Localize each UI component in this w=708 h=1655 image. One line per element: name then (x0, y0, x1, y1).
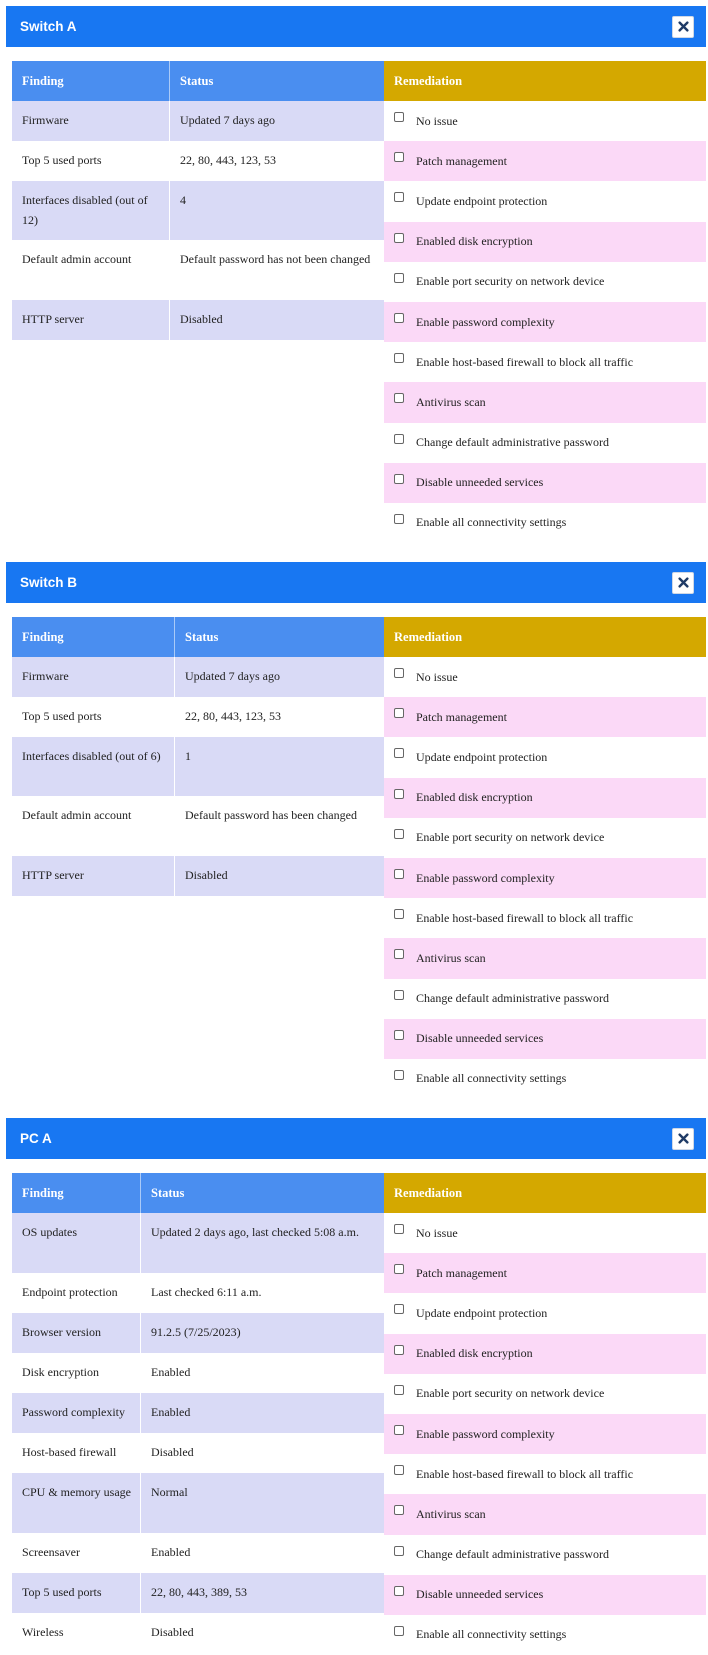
remediation-option[interactable]: Antivirus scan (384, 938, 706, 978)
table-row (12, 1573, 384, 1613)
status-cell: Enabled (140, 1393, 384, 1433)
remediation-list (384, 61, 706, 543)
table-row (12, 697, 384, 737)
remediation-list (384, 617, 706, 1099)
table-row (12, 1393, 384, 1433)
panel-header (6, 1118, 706, 1159)
remediation-option[interactable]: Enable password complexity (384, 858, 706, 898)
finding-cell: Password complexity (22, 1405, 125, 1419)
status-cell: Updated 7 days ago (174, 657, 384, 697)
table-row (12, 240, 384, 300)
finding-cell: OS updates (22, 1225, 77, 1239)
findings-table (12, 1173, 384, 1653)
remediation-header: Remediation (384, 1173, 706, 1213)
checkbox[interactable] (394, 829, 404, 839)
panel-switch-b (6, 562, 706, 1086)
checkbox[interactable] (394, 152, 404, 162)
table-header (12, 61, 384, 101)
status-cell: Enabled (140, 1533, 384, 1573)
finding-cell: Firmware (22, 113, 69, 127)
finding-header: Finding (22, 629, 64, 644)
panel-title: Switch B (20, 575, 78, 590)
remediation-option[interactable]: Enable all connectivity settings (384, 1615, 706, 1655)
table-row (12, 1473, 384, 1533)
panel-header (6, 562, 706, 603)
finding-cell: HTTP server (22, 868, 84, 882)
remediation-option[interactable]: Disable unneeded services (384, 463, 706, 503)
finding-cell: CPU & memory usage (22, 1485, 131, 1499)
checkbox[interactable] (394, 1586, 404, 1596)
remediation-option[interactable]: Update endpoint protection (384, 737, 706, 777)
close-icon (678, 577, 689, 588)
checkbox[interactable] (394, 273, 404, 283)
status-cell: Updated 2 days ago, last checked 5:08 a.m. (140, 1213, 384, 1273)
finding-header: Finding (22, 73, 64, 88)
panel-header (6, 6, 706, 47)
remediation-header: Remediation (384, 617, 706, 657)
checkbox[interactable] (394, 789, 404, 799)
checkbox[interactable] (394, 1224, 404, 1234)
checkbox[interactable] (394, 1304, 404, 1314)
remediation-option[interactable]: Patch management (384, 141, 706, 181)
checkbox[interactable] (394, 1070, 404, 1080)
status-cell: 4 (169, 181, 384, 240)
panel-pc-a (6, 1118, 706, 1653)
status-header: Status (140, 1173, 384, 1213)
remediation-option[interactable]: Change default administrative password (384, 1535, 706, 1575)
finding-cell: Host-based firewall (22, 1445, 117, 1459)
status-header: Status (169, 61, 384, 101)
remediation-option[interactable]: Disable unneeded services (384, 1575, 706, 1615)
checkbox[interactable] (394, 474, 404, 484)
table-row (12, 737, 384, 796)
remediation-option[interactable]: Enable host-based firewall to block all traffic (384, 1454, 706, 1494)
status-cell: Enabled (140, 1353, 384, 1393)
table-row (12, 141, 384, 181)
table-row (12, 1433, 384, 1473)
remediation-option[interactable]: Change default administrative password (384, 423, 706, 463)
finding-cell: Interfaces disabled (out of 12) (22, 193, 148, 227)
panel-title: PC A (20, 1131, 52, 1146)
table-row (12, 856, 384, 896)
status-cell: 91.2.5 (7/25/2023) (140, 1313, 384, 1353)
status-cell: Disabled (169, 300, 384, 340)
remediation-option[interactable]: Enabled disk encryption (384, 1334, 706, 1374)
remediation-option[interactable]: Change default administrative password (384, 979, 706, 1019)
remediation-option[interactable]: Enabled disk encryption (384, 222, 706, 262)
remediation-option[interactable]: Enable port security on network device (384, 262, 706, 302)
checkbox[interactable] (394, 112, 404, 122)
checkbox[interactable] (394, 1546, 404, 1556)
status-cell: 22, 80, 443, 389, 53 (140, 1573, 384, 1613)
table-header (12, 617, 384, 657)
checkbox[interactable] (394, 1505, 404, 1515)
table-row (12, 657, 384, 697)
remediation-option[interactable]: Enabled disk encryption (384, 778, 706, 818)
remediation-option[interactable]: Enable all connectivity settings (384, 503, 706, 543)
table-header (12, 1173, 384, 1213)
remediation-option[interactable]: Enable password complexity (384, 1414, 706, 1454)
checkbox[interactable] (394, 909, 404, 919)
remediation-option[interactable]: Enable all connectivity settings (384, 1059, 706, 1099)
finding-cell: Default admin account (22, 252, 132, 266)
remediation-list (384, 1173, 706, 1655)
status-cell: Disabled (140, 1613, 384, 1653)
finding-cell: Firmware (22, 669, 69, 683)
findings-table (12, 617, 384, 896)
checkbox[interactable] (394, 708, 404, 718)
remediation-option[interactable]: Enable port security on network device (384, 1374, 706, 1414)
findings-table (12, 61, 384, 340)
table-row (12, 1533, 384, 1573)
remediation-header: Remediation (384, 61, 706, 101)
close-button[interactable] (672, 572, 694, 594)
status-cell: Default password has been changed (174, 796, 384, 856)
finding-cell: Browser version (22, 1325, 101, 1339)
remediation-option[interactable]: Enable host-based firewall to block all traffic (384, 898, 706, 938)
remediation-option[interactable]: Enable port security on network device (384, 818, 706, 858)
finding-cell: Top 5 used ports (22, 153, 102, 167)
status-cell: Last checked 6:11 a.m. (140, 1273, 384, 1313)
checkbox[interactable] (394, 949, 404, 959)
status-cell: 22, 80, 443, 123, 53 (174, 697, 384, 737)
checkbox[interactable] (394, 668, 404, 678)
remediation-option[interactable]: Patch management (384, 1253, 706, 1293)
checkbox[interactable] (394, 393, 404, 403)
status-header: Status (174, 617, 384, 657)
table-row (12, 1313, 384, 1353)
finding-cell: Interfaces disabled (out of 6) (22, 749, 161, 763)
table-row (12, 1613, 384, 1653)
table-row (12, 1273, 384, 1313)
checkbox[interactable] (394, 514, 404, 524)
checkbox[interactable] (394, 1626, 404, 1636)
close-icon (678, 21, 689, 32)
status-cell: 1 (174, 737, 384, 796)
checkbox[interactable] (394, 1385, 404, 1395)
status-cell: Disabled (140, 1433, 384, 1473)
checkbox[interactable] (394, 434, 404, 444)
checkbox[interactable] (394, 313, 404, 323)
remediation-option[interactable]: Enable password complexity (384, 302, 706, 342)
table-row (12, 796, 384, 856)
status-cell: Normal (140, 1473, 384, 1533)
checkbox[interactable] (394, 1030, 404, 1040)
status-cell: 22, 80, 443, 123, 53 (169, 141, 384, 181)
remediation-option[interactable]: No issue (384, 657, 706, 697)
remediation-option[interactable]: No issue (384, 1213, 706, 1253)
checkbox[interactable] (394, 192, 404, 202)
remediation-option[interactable]: Update endpoint protection (384, 181, 706, 221)
finding-header: Finding (22, 1185, 64, 1200)
table-row (12, 181, 384, 240)
remediation-option[interactable]: Antivirus scan (384, 1494, 706, 1534)
status-cell: Default password has not been changed (169, 240, 384, 300)
finding-cell: Disk encryption (22, 1365, 99, 1379)
finding-cell: Top 5 used ports (22, 709, 102, 723)
checkbox[interactable] (394, 1345, 404, 1355)
remediation-option[interactable]: Patch management (384, 697, 706, 737)
checkbox[interactable] (394, 1465, 404, 1475)
checkbox[interactable] (394, 869, 404, 879)
remediation-option[interactable]: Antivirus scan (384, 382, 706, 422)
finding-cell: Screensaver (22, 1545, 80, 1559)
close-button[interactable] (672, 16, 694, 38)
finding-cell: Endpoint protection (22, 1285, 118, 1299)
panel-switch-a (6, 6, 706, 530)
checkbox[interactable] (394, 353, 404, 363)
status-cell: Updated 7 days ago (169, 101, 384, 141)
checkbox[interactable] (394, 1264, 404, 1274)
status-cell: Disabled (174, 856, 384, 896)
remediation-option[interactable]: No issue (384, 101, 706, 141)
table-row (12, 300, 384, 340)
remediation-option[interactable]: Disable unneeded services (384, 1019, 706, 1059)
table-row (12, 101, 384, 141)
finding-cell: Wireless (22, 1625, 64, 1639)
remediation-option[interactable]: Enable host-based firewall to block all traffic (384, 342, 706, 382)
panel-title: Switch A (20, 19, 77, 34)
finding-cell: Top 5 used ports (22, 1585, 102, 1599)
checkbox[interactable] (394, 233, 404, 243)
close-icon (678, 1133, 689, 1144)
finding-cell: Default admin account (22, 808, 132, 822)
checkbox[interactable] (394, 990, 404, 1000)
remediation-option[interactable]: Update endpoint protection (384, 1293, 706, 1333)
close-button[interactable] (672, 1128, 694, 1150)
finding-cell: HTTP server (22, 312, 84, 326)
table-row (12, 1353, 384, 1393)
checkbox[interactable] (394, 1425, 404, 1435)
checkbox[interactable] (394, 748, 404, 758)
table-row (12, 1213, 384, 1273)
